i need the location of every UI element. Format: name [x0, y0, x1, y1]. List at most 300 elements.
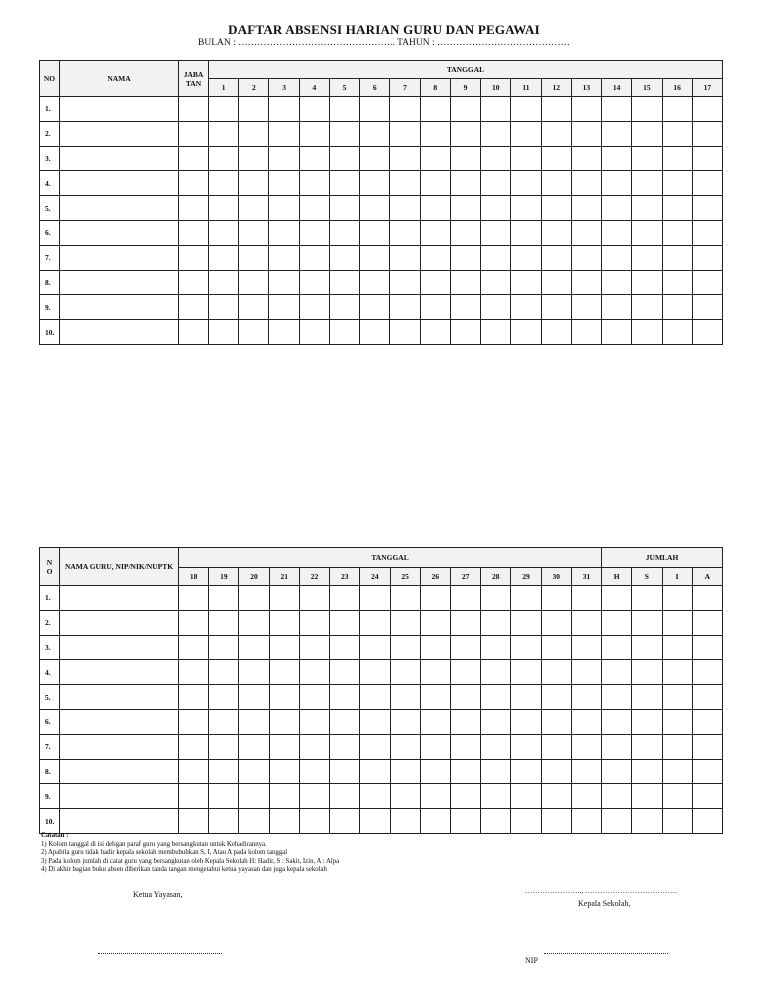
attendance-cell: [481, 146, 511, 171]
attendance-cell: [209, 270, 239, 295]
jabatan-cell: [179, 171, 209, 196]
attendance-cell: [330, 759, 360, 784]
attendance-cell: [209, 610, 239, 635]
day-header: 21: [269, 568, 299, 586]
row-number: 10.: [40, 809, 60, 834]
nama-guru-cell: [60, 635, 179, 660]
jumlah-cell: [692, 685, 722, 710]
attendance-cell: [662, 245, 692, 270]
attendance-cell: [632, 196, 662, 221]
header-tanggal: TANGGAL: [179, 548, 602, 568]
row-number: 7.: [40, 734, 60, 759]
attendance-cell: [450, 660, 480, 685]
attendance-cell: [299, 759, 329, 784]
attendance-cell: [239, 809, 269, 834]
note-item: 2) Apabila guru tidak hadir kepala sekolah membubuhkan S, I, Atau A pada kolom tanggal: [41, 849, 288, 857]
jabatan-cell: [179, 97, 209, 122]
attendance-cell: [209, 660, 239, 685]
month-year-line: BULAN : ………………………………………….. TAHUN : ……………………………………: [198, 38, 570, 48]
table-row: [40, 734, 723, 759]
nama-cell: [60, 97, 179, 122]
attendance-cell: [239, 196, 269, 221]
attendance-cell: [390, 146, 420, 171]
jumlah-cell: [632, 709, 662, 734]
attendance-cell: [541, 586, 571, 611]
attendance-cell: [602, 320, 632, 345]
attendance-cell: [239, 121, 269, 146]
day-header: 20: [239, 568, 269, 586]
attendance-cell: [299, 660, 329, 685]
attendance-cell: [209, 220, 239, 245]
attendance-cell: [269, 784, 299, 809]
attendance-cell: [571, 685, 601, 710]
attendance-cell: [390, 295, 420, 320]
header-nama: NAMA: [60, 61, 179, 97]
jumlah-cell: [692, 709, 722, 734]
attendance-cell: [692, 121, 722, 146]
jumlah-cell: [602, 734, 632, 759]
day-header: 1: [209, 79, 239, 97]
attendance-cell: [481, 809, 511, 834]
attendance-cell: [390, 784, 420, 809]
attendance-cell: [541, 220, 571, 245]
table-row: [40, 586, 723, 611]
attendance-cell: [390, 121, 420, 146]
attendance-cell: [692, 245, 722, 270]
attendance-cell: [360, 809, 390, 834]
attendance-cell: [450, 734, 480, 759]
jumlah-cell: [632, 734, 662, 759]
attendance-cell: [541, 196, 571, 221]
day-header: 28: [481, 568, 511, 586]
table-row: [40, 171, 723, 196]
attendance-table-days-1-17: [39, 60, 723, 345]
attendance-cell: [329, 121, 359, 146]
attendance-cell: [450, 709, 480, 734]
attendance-cell: [360, 146, 390, 171]
attendance-cell: [602, 270, 632, 295]
attendance-cell: [390, 660, 420, 685]
attendance-cell: [420, 245, 450, 270]
attendance-cell: [239, 586, 269, 611]
attendance-cell: [481, 759, 511, 784]
attendance-cell: [390, 220, 420, 245]
attendance-cell: [239, 320, 269, 345]
attendance-cell: [299, 734, 329, 759]
attendance-cell: [511, 245, 541, 270]
attendance-cell: [511, 586, 541, 611]
attendance-cell: [299, 295, 329, 320]
jumlah-cell: [632, 809, 662, 834]
nama-cell: [60, 295, 179, 320]
attendance-cell: [269, 586, 299, 611]
attendance-cell: [269, 146, 299, 171]
attendance-cell: [662, 295, 692, 320]
attendance-cell: [511, 610, 541, 635]
attendance-cell: [511, 635, 541, 660]
attendance-cell: [541, 121, 571, 146]
attendance-cell: [330, 709, 360, 734]
attendance-cell: [450, 610, 480, 635]
day-header: 27: [450, 568, 480, 586]
attendance-cell: [299, 610, 329, 635]
attendance-cell: [571, 171, 601, 196]
attendance-cell: [692, 320, 722, 345]
attendance-cell: [390, 759, 420, 784]
attendance-cell: [420, 586, 450, 611]
day-header: 29: [511, 568, 541, 586]
attendance-cell: [269, 97, 299, 122]
attendance-cell: [330, 586, 360, 611]
attendance-cell: [420, 635, 450, 660]
attendance-cell: [360, 759, 390, 784]
jumlah-cell: [692, 635, 722, 660]
attendance-cell: [299, 146, 329, 171]
attendance-cell: [541, 320, 571, 345]
attendance-cell: [239, 171, 269, 196]
attendance-cell: [209, 759, 239, 784]
attendance-cell: [571, 709, 601, 734]
attendance-cell: [209, 709, 239, 734]
attendance-cell: [420, 610, 450, 635]
attendance-cell: [481, 171, 511, 196]
attendance-cell: [511, 660, 541, 685]
jumlah-cell: [692, 660, 722, 685]
table-row: [40, 759, 723, 784]
attendance-cell: [299, 270, 329, 295]
attendance-cell: [360, 709, 390, 734]
table-row: [40, 97, 723, 122]
jumlah-cell: [602, 784, 632, 809]
attendance-cell: [299, 784, 329, 809]
attendance-cell: [481, 220, 511, 245]
nama-guru-cell: [60, 660, 179, 685]
attendance-cell: [481, 734, 511, 759]
attendance-cell: [179, 809, 209, 834]
attendance-cell: [511, 121, 541, 146]
nama-guru-cell: [60, 610, 179, 635]
attendance-cell: [179, 685, 209, 710]
nama-guru-cell: [60, 685, 179, 710]
attendance-cell: [541, 734, 571, 759]
attendance-cell: [511, 809, 541, 834]
attendance-cell: [511, 220, 541, 245]
attendance-cell: [541, 270, 571, 295]
day-header: 16: [662, 79, 692, 97]
attendance-cell: [632, 295, 662, 320]
attendance-cell: [450, 97, 480, 122]
attendance-cell: [450, 121, 480, 146]
day-header: 10: [481, 79, 511, 97]
nama-guru-cell: [60, 734, 179, 759]
table-row: [40, 121, 723, 146]
attendance-cell: [420, 809, 450, 834]
attendance-cell: [329, 320, 359, 345]
attendance-cell: [390, 97, 420, 122]
attendance-cell: [269, 709, 299, 734]
jumlah-cell: [632, 660, 662, 685]
attendance-cell: [571, 610, 601, 635]
note-item: 1) Kolom tanggal di isi debgan paraf guru yang bersangkutan untuk Kehadirannya.: [41, 840, 267, 848]
jumlah-header: H: [602, 568, 632, 586]
table-row: [40, 660, 723, 685]
table-row: [40, 685, 723, 710]
jumlah-cell: [662, 759, 692, 784]
attendance-cell: [481, 270, 511, 295]
jumlah-header: I: [662, 568, 692, 586]
attendance-cell: [420, 146, 450, 171]
kepala-sekolah-label: Kepala Sekolah,: [578, 899, 631, 908]
attendance-cell: [390, 610, 420, 635]
notes-section: [41, 832, 339, 875]
attendance-cell: [571, 586, 601, 611]
attendance-cell: [420, 196, 450, 221]
attendance-cell: [662, 220, 692, 245]
day-header: 4: [299, 79, 329, 97]
jumlah-cell: [602, 610, 632, 635]
day-header: 2: [239, 79, 269, 97]
attendance-cell: [299, 196, 329, 221]
attendance-cell: [239, 709, 269, 734]
attendance-cell: [632, 146, 662, 171]
attendance-cell: [481, 320, 511, 345]
nama-guru-cell: [60, 709, 179, 734]
attendance-cell: [299, 709, 329, 734]
attendance-cell: [269, 245, 299, 270]
attendance-cell: [420, 734, 450, 759]
row-number: 8.: [40, 759, 60, 784]
attendance-cell: [239, 734, 269, 759]
attendance-cell: [541, 610, 571, 635]
attendance-cell: [420, 97, 450, 122]
attendance-cell: [571, 759, 601, 784]
day-header: 14: [602, 79, 632, 97]
attendance-cell: [360, 97, 390, 122]
attendance-cell: [450, 270, 480, 295]
attendance-cell: [511, 196, 541, 221]
table-row: [40, 709, 723, 734]
jumlah-cell: [662, 586, 692, 611]
nip-label: NIP: [525, 956, 538, 965]
header-nama-guru: NAMA GURU, NIP/NIK/NUPTK: [60, 548, 179, 586]
attendance-cell: [179, 586, 209, 611]
attendance-cell: [269, 809, 299, 834]
day-header: 17: [692, 79, 722, 97]
day-header: 7: [390, 79, 420, 97]
attendance-cell: [511, 734, 541, 759]
attendance-cell: [450, 635, 480, 660]
attendance-cell: [360, 121, 390, 146]
row-number: 6.: [40, 709, 60, 734]
day-header: 31: [571, 568, 601, 586]
jabatan-cell: [179, 245, 209, 270]
nama-guru-cell: [60, 809, 179, 834]
attendance-cell: [511, 709, 541, 734]
jumlah-cell: [692, 759, 722, 784]
ketua-yayasan-label: Ketua Yayasan,: [133, 890, 183, 899]
attendance-cell: [329, 196, 359, 221]
attendance-cell: [360, 196, 390, 221]
attendance-cell: [692, 295, 722, 320]
attendance-cell: [571, 320, 601, 345]
attendance-cell: [571, 809, 601, 834]
jumlah-cell: [692, 586, 722, 611]
attendance-cell: [209, 809, 239, 834]
row-number: 3.: [40, 635, 60, 660]
attendance-cell: [481, 660, 511, 685]
jumlah-header: A: [692, 568, 722, 586]
jabatan-cell: [179, 320, 209, 345]
attendance-cell: [360, 635, 390, 660]
table-row: [40, 295, 723, 320]
day-header: 9: [450, 79, 480, 97]
jumlah-cell: [662, 635, 692, 660]
attendance-cell: [420, 121, 450, 146]
attendance-cell: [269, 196, 299, 221]
attendance-cell: [299, 809, 329, 834]
attendance-cell: [662, 121, 692, 146]
table-row: [40, 146, 723, 171]
attendance-cell: [511, 685, 541, 710]
attendance-cell: [390, 586, 420, 611]
attendance-cell: [541, 171, 571, 196]
header-no: N O: [40, 548, 60, 586]
jumlah-cell: [602, 685, 632, 710]
document-title: DAFTAR ABSENSI HARIAN GURU DAN PEGAWAI: [228, 22, 540, 37]
attendance-cell: [511, 295, 541, 320]
attendance-cell: [239, 610, 269, 635]
attendance-cell: [541, 759, 571, 784]
attendance-cell: [602, 171, 632, 196]
attendance-cell: [329, 146, 359, 171]
table-row: [40, 784, 723, 809]
jumlah-cell: [602, 709, 632, 734]
attendance-cell: [209, 320, 239, 345]
attendance-cell: [299, 97, 329, 122]
attendance-cell: [692, 220, 722, 245]
nama-cell: [60, 245, 179, 270]
row-number: 5.: [40, 196, 60, 221]
attendance-cell: [420, 220, 450, 245]
attendance-cell: [420, 295, 450, 320]
row-number: 2.: [40, 121, 60, 146]
attendance-cell: [662, 97, 692, 122]
attendance-cell: [511, 171, 541, 196]
attendance-cell: [330, 610, 360, 635]
attendance-cell: [541, 685, 571, 710]
attendance-cell: [450, 295, 480, 320]
attendance-cell: [692, 270, 722, 295]
day-header: 24: [360, 568, 390, 586]
attendance-cell: [360, 295, 390, 320]
attendance-cell: [390, 171, 420, 196]
attendance-cell: [450, 685, 480, 710]
attendance-cell: [662, 320, 692, 345]
attendance-cell: [360, 245, 390, 270]
attendance-cell: [450, 759, 480, 784]
attendance-cell: [571, 734, 601, 759]
attendance-cell: [209, 734, 239, 759]
attendance-cell: [329, 270, 359, 295]
attendance-cell: [571, 660, 601, 685]
row-number: 7.: [40, 245, 60, 270]
row-number: 5.: [40, 685, 60, 710]
attendance-cell: [541, 784, 571, 809]
attendance-cell: [209, 635, 239, 660]
attendance-cell: [269, 270, 299, 295]
attendance-cell: [420, 759, 450, 784]
attendance-cell: [209, 196, 239, 221]
attendance-cell: [269, 759, 299, 784]
attendance-cell: [481, 635, 511, 660]
attendance-cell: [269, 295, 299, 320]
attendance-cell: [602, 245, 632, 270]
attendance-cell: [269, 171, 299, 196]
day-header: 30: [541, 568, 571, 586]
table-row: [40, 809, 723, 834]
attendance-cell: [602, 97, 632, 122]
attendance-cell: [360, 171, 390, 196]
attendance-cell: [481, 97, 511, 122]
attendance-cell: [390, 734, 420, 759]
jumlah-cell: [632, 685, 662, 710]
attendance-cell: [541, 97, 571, 122]
jabatan-cell: [179, 146, 209, 171]
attendance-cell: [179, 610, 209, 635]
attendance-cell: [239, 759, 269, 784]
attendance-cell: [632, 97, 662, 122]
attendance-cell: [179, 660, 209, 685]
attendance-cell: [239, 295, 269, 320]
attendance-cell: [511, 784, 541, 809]
attendance-cell: [692, 97, 722, 122]
nama-cell: [60, 146, 179, 171]
attendance-cell: [209, 171, 239, 196]
attendance-cell: [541, 660, 571, 685]
attendance-cell: [329, 171, 359, 196]
attendance-cell: [269, 320, 299, 345]
note-item: 4) Di akhir bagian buku absen diberikan tanda tangan mengetahui ketua yayasan dan juga kepala sekolah: [41, 866, 327, 874]
attendance-cell: [602, 121, 632, 146]
attendance-cell: [239, 784, 269, 809]
day-header: 18: [179, 568, 209, 586]
attendance-cell: [450, 320, 480, 345]
day-header: 11: [511, 79, 541, 97]
row-number: 1.: [40, 586, 60, 611]
attendance-cell: [269, 734, 299, 759]
day-header: 8: [420, 79, 450, 97]
day-header: 26: [420, 568, 450, 586]
attendance-cell: [330, 660, 360, 685]
jumlah-cell: [602, 660, 632, 685]
attendance-cell: [329, 245, 359, 270]
attendance-cell: [299, 320, 329, 345]
attendance-cell: [571, 121, 601, 146]
nama-cell: [60, 320, 179, 345]
jumlah-cell: [662, 734, 692, 759]
attendance-cell: [481, 784, 511, 809]
jumlah-cell: [602, 635, 632, 660]
table-row: [40, 610, 723, 635]
attendance-cell: [299, 685, 329, 710]
jumlah-cell: [632, 635, 662, 660]
attendance-cell: [481, 245, 511, 270]
attendance-cell: [481, 121, 511, 146]
row-number: 3.: [40, 146, 60, 171]
attendance-cell: [571, 270, 601, 295]
attendance-cell: [632, 320, 662, 345]
jumlah-cell: [632, 784, 662, 809]
